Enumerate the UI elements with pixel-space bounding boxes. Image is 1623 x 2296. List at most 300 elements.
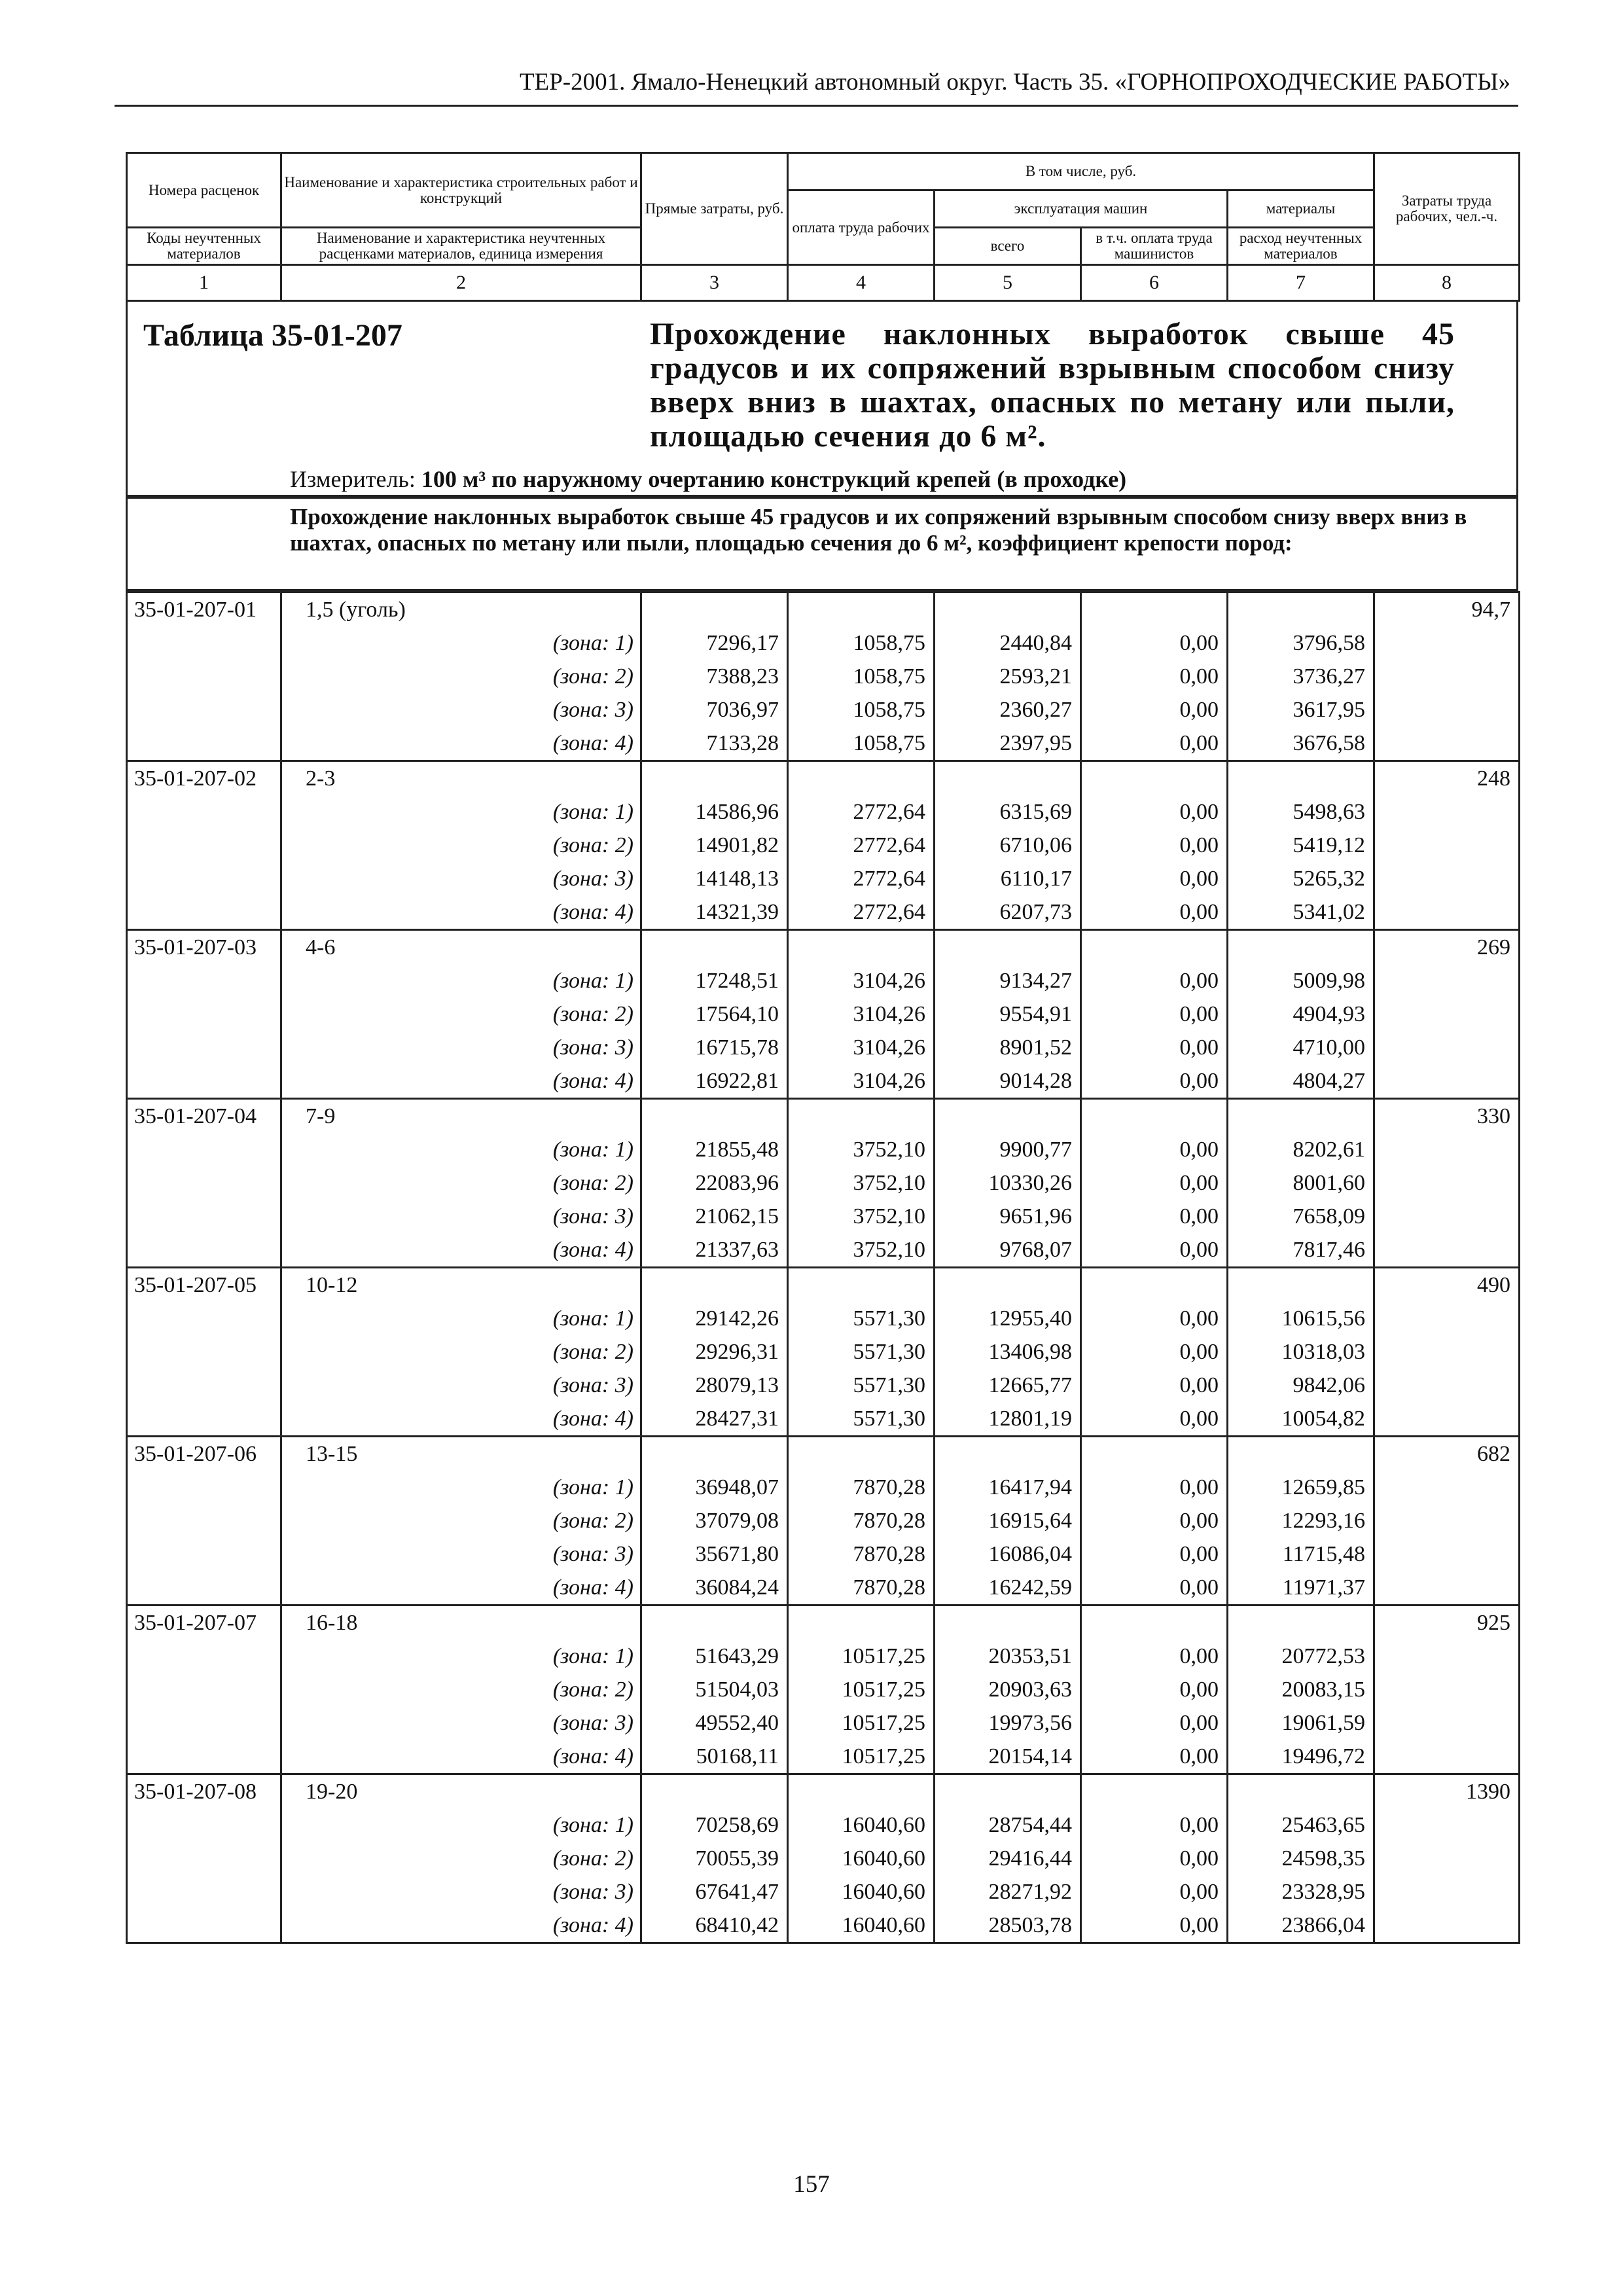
direct-cost: 16715,78 xyxy=(641,1031,788,1064)
machines-cost: 6710,06 xyxy=(935,829,1081,862)
empty-cell xyxy=(127,1166,281,1200)
rate-name: 19-20 xyxy=(281,1774,641,1809)
rate-row xyxy=(127,930,1520,965)
empty-cell xyxy=(127,1471,281,1504)
table-title: Прохождение наклонных выработок свыше 45 градусов и их сопряжений взрывным способом снизу вверх вниз в шахтах, опасных по метану или пыли, площадью сечения до 6 м². xyxy=(650,317,1455,454)
empty-cell xyxy=(1228,1268,1374,1302)
empty-cell xyxy=(127,693,281,726)
machinists-cost: 0,00 xyxy=(1081,1064,1228,1099)
materials-cost: 23328,95 xyxy=(1228,1875,1374,1909)
direct-cost: 36084,24 xyxy=(641,1571,788,1605)
empty-cell xyxy=(127,626,281,660)
zone-row xyxy=(127,626,1520,660)
materials-cost: 3617,95 xyxy=(1228,693,1374,726)
empty-cell xyxy=(1374,829,1520,862)
empty-cell xyxy=(1228,1099,1374,1134)
materials-cost: 7817,46 xyxy=(1228,1233,1374,1268)
empty-cell xyxy=(127,1504,281,1537)
empty-cell xyxy=(127,1369,281,1402)
labor-cost: 330 xyxy=(1374,1099,1520,1134)
empty-cell xyxy=(127,1909,281,1943)
zone-row xyxy=(127,1875,1520,1909)
zone-row xyxy=(127,1302,1520,1335)
empty-cell xyxy=(788,761,935,796)
direct-cost: 7296,17 xyxy=(641,626,788,660)
empty-cell xyxy=(935,592,1081,627)
zone-label: (зона: 4) xyxy=(281,726,641,761)
empty-cell xyxy=(1374,1909,1520,1943)
labor-cost: 269 xyxy=(1374,930,1520,965)
empty-cell xyxy=(127,1875,281,1909)
machines-cost: 19973,56 xyxy=(935,1706,1081,1740)
labor-cost: 94,7 xyxy=(1374,592,1520,627)
section-heading-block xyxy=(126,497,1518,591)
empty-cell xyxy=(1374,626,1520,660)
machines-cost: 10330,26 xyxy=(935,1166,1081,1200)
empty-cell xyxy=(788,1099,935,1134)
materials-cost: 3676,58 xyxy=(1228,726,1374,761)
labor-cost: 490 xyxy=(1374,1268,1520,1302)
zone-label: (зона: 2) xyxy=(281,660,641,693)
labor-cost: 1390 xyxy=(1374,1774,1520,1809)
empty-cell xyxy=(1374,1842,1520,1875)
empty-cell xyxy=(1374,1166,1520,1200)
wages-cost: 5571,30 xyxy=(788,1402,935,1437)
empty-cell xyxy=(127,1233,281,1268)
empty-cell xyxy=(1374,693,1520,726)
zone-row xyxy=(127,1842,1520,1875)
zone-row xyxy=(127,1369,1520,1402)
zone-row xyxy=(127,964,1520,997)
empty-cell xyxy=(1228,761,1374,796)
column-number: 1 xyxy=(127,265,281,301)
empty-cell xyxy=(788,1605,935,1640)
wages-cost: 16040,60 xyxy=(788,1875,935,1909)
zone-label: (зона: 2) xyxy=(281,1673,641,1706)
empty-cell xyxy=(1374,1537,1520,1571)
zone-label: (зона: 3) xyxy=(281,1200,641,1233)
empty-cell xyxy=(1374,1064,1520,1099)
wages-cost: 1058,75 xyxy=(788,660,935,693)
zone-label: (зона: 1) xyxy=(281,1640,641,1673)
wages-cost: 5571,30 xyxy=(788,1335,935,1369)
machines-cost: 9768,07 xyxy=(935,1233,1081,1268)
rate-name: 7-9 xyxy=(281,1099,641,1134)
empty-cell xyxy=(1081,930,1228,965)
empty-cell xyxy=(788,930,935,965)
wages-cost: 3752,10 xyxy=(788,1133,935,1166)
wages-cost: 10517,25 xyxy=(788,1740,935,1774)
empty-cell xyxy=(1374,1571,1520,1605)
zone-row xyxy=(127,693,1520,726)
empty-cell xyxy=(935,1774,1081,1809)
empty-cell xyxy=(1081,1268,1228,1302)
materials-cost: 5009,98 xyxy=(1228,964,1374,997)
direct-cost: 14901,82 xyxy=(641,829,788,862)
wages-cost: 3752,10 xyxy=(788,1200,935,1233)
zone-row xyxy=(127,1909,1520,1943)
empty-cell xyxy=(935,1605,1081,1640)
zone-row xyxy=(127,795,1520,829)
price-table xyxy=(126,152,1518,1944)
empty-cell xyxy=(641,1437,788,1471)
zone-label: (зона: 2) xyxy=(281,829,641,862)
zone-label: (зона: 1) xyxy=(281,1302,641,1335)
machines-cost: 2397,95 xyxy=(935,726,1081,761)
materials-cost: 4904,93 xyxy=(1228,997,1374,1031)
empty-cell xyxy=(1374,1875,1520,1909)
machinists-cost: 0,00 xyxy=(1081,1302,1228,1335)
machinists-cost: 0,00 xyxy=(1081,1640,1228,1673)
wages-cost: 10517,25 xyxy=(788,1706,935,1740)
materials-cost: 23866,04 xyxy=(1228,1909,1374,1943)
machinists-cost: 0,00 xyxy=(1081,1369,1228,1402)
column-header-table xyxy=(126,152,1520,302)
empty-cell xyxy=(935,1099,1081,1134)
zone-row xyxy=(127,1471,1520,1504)
machinists-cost: 0,00 xyxy=(1081,1402,1228,1437)
direct-cost: 14321,39 xyxy=(641,895,788,930)
machinists-cost: 0,00 xyxy=(1081,1335,1228,1369)
empty-cell xyxy=(1374,1740,1520,1774)
direct-cost: 7133,28 xyxy=(641,726,788,761)
empty-cell xyxy=(788,1268,935,1302)
column-number: 7 xyxy=(1228,265,1374,301)
wages-cost: 1058,75 xyxy=(788,626,935,660)
machines-cost: 12665,77 xyxy=(935,1369,1081,1402)
zone-row xyxy=(127,1537,1520,1571)
direct-cost: 49552,40 xyxy=(641,1706,788,1740)
zone-label: (зона: 2) xyxy=(281,1504,641,1537)
machines-cost: 2360,27 xyxy=(935,693,1081,726)
materials-cost: 3736,27 xyxy=(1228,660,1374,693)
machines-cost: 20903,63 xyxy=(935,1673,1081,1706)
rate-code: 35-01-207-04 xyxy=(127,1099,281,1134)
empty-cell xyxy=(1374,1369,1520,1402)
empty-cell xyxy=(1081,1099,1228,1134)
zone-row xyxy=(127,1402,1520,1437)
empty-cell xyxy=(127,660,281,693)
empty-cell xyxy=(641,1605,788,1640)
zone-label: (зона: 2) xyxy=(281,997,641,1031)
machines-cost: 9134,27 xyxy=(935,964,1081,997)
machinists-cost: 0,00 xyxy=(1081,660,1228,693)
materials-cost: 19061,59 xyxy=(1228,1706,1374,1740)
empty-cell xyxy=(127,1200,281,1233)
zone-row xyxy=(127,726,1520,761)
wages-cost: 3752,10 xyxy=(788,1166,935,1200)
zone-label: (зона: 3) xyxy=(281,1031,641,1064)
running-header-text: ТЕР-2001. Ямало-Ненецкий автономный округ. Часть 35. «ГОРНОПРОХОДЧЕСКИЕ РАБОТЫ» xyxy=(520,69,1510,96)
empty-cell xyxy=(127,1706,281,1740)
zone-label: (зона: 4) xyxy=(281,1064,641,1099)
empty-cell xyxy=(641,761,788,796)
zone-label: (зона: 3) xyxy=(281,1537,641,1571)
zone-row xyxy=(127,895,1520,930)
empty-cell xyxy=(127,997,281,1031)
rate-code: 35-01-207-07 xyxy=(127,1605,281,1640)
empty-cell xyxy=(127,1064,281,1099)
empty-cell xyxy=(1374,1233,1520,1268)
empty-cell xyxy=(127,1335,281,1369)
wages-cost: 7870,28 xyxy=(788,1504,935,1537)
section-heading: Прохождение наклонных выработок свыше 45 градусов и их сопряжений взрывным способом снизу вверх вниз в шахтах, опасных по метану или пыли, площадью сечения до 6 м², коэффициент крепости пород: xyxy=(290,504,1467,556)
materials-cost: 25463,65 xyxy=(1228,1808,1374,1842)
zone-row xyxy=(127,1504,1520,1537)
wages-cost: 7870,28 xyxy=(788,1537,935,1571)
header-materials: материалы xyxy=(1228,190,1374,228)
rate-code: 35-01-207-06 xyxy=(127,1437,281,1471)
materials-cost: 10054,82 xyxy=(1228,1402,1374,1437)
materials-cost: 4804,27 xyxy=(1228,1064,1374,1099)
empty-cell xyxy=(1081,1774,1228,1809)
empty-cell xyxy=(935,930,1081,965)
materials-cost: 10318,03 xyxy=(1228,1335,1374,1369)
wages-cost: 3104,26 xyxy=(788,1031,935,1064)
direct-cost: 14148,13 xyxy=(641,862,788,895)
rate-row xyxy=(127,1268,1520,1302)
empty-cell xyxy=(641,592,788,627)
rate-code: 35-01-207-05 xyxy=(127,1268,281,1302)
empty-cell xyxy=(127,1133,281,1166)
direct-cost: 14586,96 xyxy=(641,795,788,829)
rate-name: 16-18 xyxy=(281,1605,641,1640)
direct-cost: 36948,07 xyxy=(641,1471,788,1504)
direct-cost: 35671,80 xyxy=(641,1537,788,1571)
header-wages: оплата труда рабочих xyxy=(788,190,935,265)
rate-name: 2-3 xyxy=(281,761,641,796)
empty-cell xyxy=(788,1437,935,1471)
empty-cell xyxy=(1374,895,1520,930)
zone-row xyxy=(127,829,1520,862)
machinists-cost: 0,00 xyxy=(1081,1909,1228,1943)
machines-cost: 20154,14 xyxy=(935,1740,1081,1774)
rate-code: 35-01-207-08 xyxy=(127,1774,281,1809)
empty-cell xyxy=(1374,1031,1520,1064)
empty-cell xyxy=(641,1099,788,1134)
machinists-cost: 0,00 xyxy=(1081,626,1228,660)
direct-cost: 21337,63 xyxy=(641,1233,788,1268)
empty-cell xyxy=(127,862,281,895)
machines-cost: 20353,51 xyxy=(935,1640,1081,1673)
zone-row xyxy=(127,1673,1520,1706)
zone-row xyxy=(127,1740,1520,1774)
machinists-cost: 0,00 xyxy=(1081,1200,1228,1233)
machinists-cost: 0,00 xyxy=(1081,895,1228,930)
machines-cost: 2593,21 xyxy=(935,660,1081,693)
zone-row xyxy=(127,1233,1520,1268)
machinists-cost: 0,00 xyxy=(1081,1571,1228,1605)
empty-cell xyxy=(1374,964,1520,997)
direct-cost: 21062,15 xyxy=(641,1200,788,1233)
header-direct: Прямые затраты, руб. xyxy=(641,153,788,265)
machinists-cost: 0,00 xyxy=(1081,1808,1228,1842)
labor-cost: 248 xyxy=(1374,761,1520,796)
empty-cell xyxy=(641,1774,788,1809)
direct-cost: 22083,96 xyxy=(641,1166,788,1200)
rate-row xyxy=(127,592,1520,627)
machinists-cost: 0,00 xyxy=(1081,862,1228,895)
wages-cost: 5571,30 xyxy=(788,1369,935,1402)
zone-row xyxy=(127,1706,1520,1740)
empty-cell xyxy=(127,964,281,997)
materials-cost: 10615,56 xyxy=(1228,1302,1374,1335)
materials-cost: 20083,15 xyxy=(1228,1673,1374,1706)
empty-cell xyxy=(641,930,788,965)
empty-cell xyxy=(127,1842,281,1875)
empty-cell xyxy=(1374,1302,1520,1335)
empty-cell xyxy=(1374,1808,1520,1842)
direct-cost: 68410,42 xyxy=(641,1909,788,1943)
direct-cost: 21855,48 xyxy=(641,1133,788,1166)
empty-cell xyxy=(1374,1200,1520,1233)
zone-label: (зона: 4) xyxy=(281,1233,641,1268)
machinists-cost: 0,00 xyxy=(1081,1842,1228,1875)
materials-cost: 4710,00 xyxy=(1228,1031,1374,1064)
materials-cost: 9842,06 xyxy=(1228,1369,1374,1402)
empty-cell xyxy=(788,1774,935,1809)
column-number: 5 xyxy=(935,265,1081,301)
empty-cell xyxy=(127,1302,281,1335)
materials-cost: 20772,53 xyxy=(1228,1640,1374,1673)
zone-row xyxy=(127,1640,1520,1673)
column-number: 6 xyxy=(1081,265,1228,301)
header-machines-wages: в т.ч. оплата труда машинистов xyxy=(1081,228,1228,265)
wages-cost: 2772,64 xyxy=(788,795,935,829)
direct-cost: 17248,51 xyxy=(641,964,788,997)
empty-cell xyxy=(127,1537,281,1571)
empty-cell xyxy=(1081,1437,1228,1471)
machines-cost: 28754,44 xyxy=(935,1808,1081,1842)
empty-cell xyxy=(127,895,281,930)
machines-cost: 12801,19 xyxy=(935,1402,1081,1437)
zone-row xyxy=(127,1064,1520,1099)
materials-cost: 8202,61 xyxy=(1228,1133,1374,1166)
machinists-cost: 0,00 xyxy=(1081,1133,1228,1166)
column-number: 8 xyxy=(1374,265,1520,301)
machines-cost: 29416,44 xyxy=(935,1842,1081,1875)
materials-cost: 8001,60 xyxy=(1228,1166,1374,1200)
machinists-cost: 0,00 xyxy=(1081,1471,1228,1504)
direct-cost: 17564,10 xyxy=(641,997,788,1031)
materials-cost: 5498,63 xyxy=(1228,795,1374,829)
rates-table xyxy=(126,591,1520,1944)
empty-cell xyxy=(1081,592,1228,627)
direct-cost: 51504,03 xyxy=(641,1673,788,1706)
rate-row xyxy=(127,1437,1520,1471)
empty-cell xyxy=(1374,726,1520,761)
direct-cost: 7036,97 xyxy=(641,693,788,726)
zone-row xyxy=(127,1571,1520,1605)
header-machines: эксплуатация машин xyxy=(935,190,1228,228)
rate-code: 35-01-207-02 xyxy=(127,761,281,796)
machinists-cost: 0,00 xyxy=(1081,1673,1228,1706)
column-number: 2 xyxy=(281,265,641,301)
zone-label: (зона: 3) xyxy=(281,862,641,895)
wages-cost: 16040,60 xyxy=(788,1909,935,1943)
wages-cost: 5571,30 xyxy=(788,1302,935,1335)
wages-cost: 10517,25 xyxy=(788,1673,935,1706)
zone-label: (зона: 1) xyxy=(281,1133,641,1166)
wages-cost: 10517,25 xyxy=(788,1640,935,1673)
zone-row xyxy=(127,1166,1520,1200)
zone-label: (зона: 2) xyxy=(281,1166,641,1200)
empty-cell xyxy=(1374,1504,1520,1537)
machines-cost: 16417,94 xyxy=(935,1471,1081,1504)
materials-cost: 5419,12 xyxy=(1228,829,1374,862)
direct-cost: 70055,39 xyxy=(641,1842,788,1875)
zone-row xyxy=(127,997,1520,1031)
header-codes-top: Номера расценок xyxy=(127,153,281,228)
zone-label: (зона: 2) xyxy=(281,1335,641,1369)
table-label: Таблица 35-01-207 xyxy=(143,318,402,353)
zone-label: (зона: 1) xyxy=(281,1808,641,1842)
header-codes-bottom: Коды неучтенных материалов xyxy=(127,228,281,265)
machines-cost: 16086,04 xyxy=(935,1537,1081,1571)
direct-cost: 28079,13 xyxy=(641,1369,788,1402)
machines-cost: 6110,17 xyxy=(935,862,1081,895)
wages-cost: 2772,64 xyxy=(788,862,935,895)
empty-cell xyxy=(1374,1402,1520,1437)
direct-cost: 51643,29 xyxy=(641,1640,788,1673)
zone-row xyxy=(127,1808,1520,1842)
rate-row xyxy=(127,761,1520,796)
machines-cost: 28503,78 xyxy=(935,1909,1081,1943)
wages-cost: 2772,64 xyxy=(788,895,935,930)
materials-cost: 3796,58 xyxy=(1228,626,1374,660)
machinists-cost: 0,00 xyxy=(1081,693,1228,726)
empty-cell xyxy=(127,1673,281,1706)
materials-cost: 19496,72 xyxy=(1228,1740,1374,1774)
machinists-cost: 0,00 xyxy=(1081,1233,1228,1268)
labor-cost: 682 xyxy=(1374,1437,1520,1471)
materials-cost: 7658,09 xyxy=(1228,1200,1374,1233)
zone-row xyxy=(127,1335,1520,1369)
empty-cell xyxy=(935,761,1081,796)
header-labor: Затраты труда рабочих, чел.-ч. xyxy=(1374,153,1520,265)
empty-cell xyxy=(127,829,281,862)
machinists-cost: 0,00 xyxy=(1081,795,1228,829)
wages-cost: 3104,26 xyxy=(788,997,935,1031)
zone-label: (зона: 4) xyxy=(281,1909,641,1943)
wages-cost: 1058,75 xyxy=(788,726,935,761)
direct-cost: 29142,26 xyxy=(641,1302,788,1335)
running-header xyxy=(115,64,1518,107)
empty-cell xyxy=(1081,1605,1228,1640)
materials-cost: 11971,37 xyxy=(1228,1571,1374,1605)
materials-cost: 11715,48 xyxy=(1228,1537,1374,1571)
empty-cell xyxy=(127,1031,281,1064)
zone-row xyxy=(127,660,1520,693)
empty-cell xyxy=(1228,1605,1374,1640)
machinists-cost: 0,00 xyxy=(1081,1537,1228,1571)
empty-cell xyxy=(127,1740,281,1774)
empty-cell xyxy=(127,1808,281,1842)
machinists-cost: 0,00 xyxy=(1081,726,1228,761)
zone-label: (зона: 1) xyxy=(281,964,641,997)
direct-cost: 37079,08 xyxy=(641,1504,788,1537)
labor-cost: 925 xyxy=(1374,1605,1520,1640)
empty-cell xyxy=(127,726,281,761)
zone-label: (зона: 4) xyxy=(281,1740,641,1774)
machinists-cost: 0,00 xyxy=(1081,829,1228,862)
direct-cost: 28427,31 xyxy=(641,1402,788,1437)
header-machines-total: всего xyxy=(935,228,1081,265)
wages-cost: 7870,28 xyxy=(788,1471,935,1504)
machines-cost: 6207,73 xyxy=(935,895,1081,930)
materials-cost: 5265,32 xyxy=(1228,862,1374,895)
direct-cost: 29296,31 xyxy=(641,1335,788,1369)
